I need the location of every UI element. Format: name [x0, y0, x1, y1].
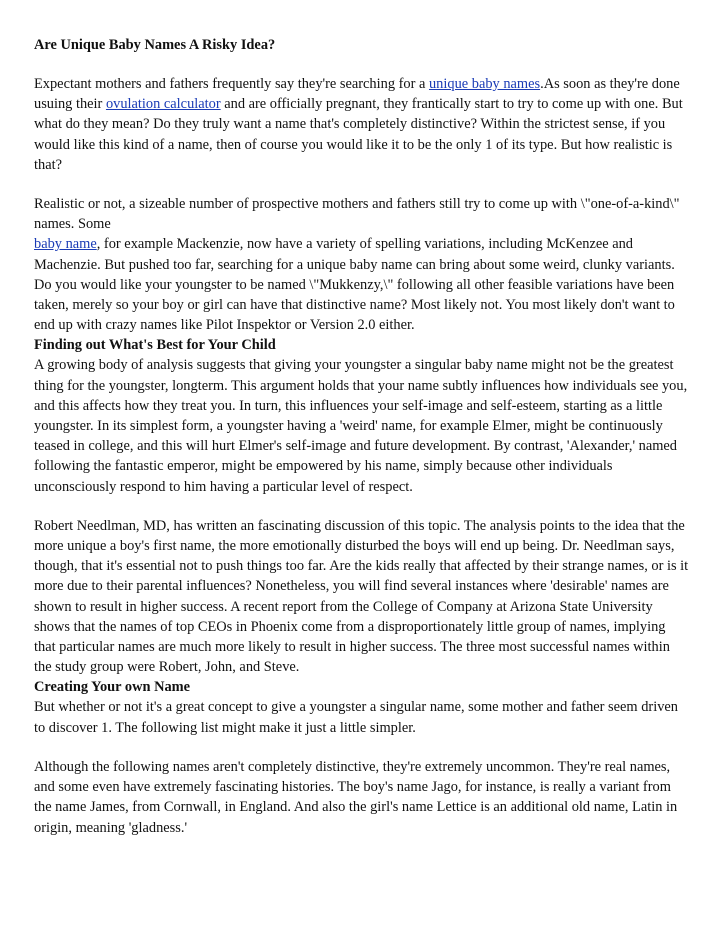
paragraph-needlman: Robert Needlman, MD, has written an fascinating discussion of this topic. The analysis points to the idea that the more unique a boy's first name, the more emotionally disturbed the boys will end up being. Dr. Needlman says, though, that it's essential not to push things too far. Are the kids really that affected by their strange names, or is it more due to their parental influences? Nonetheless, you will find several instances where 'desirable' names are shown to result in higher success. A recent report from the College of Company at Arizona State University shows that the names of top CEOs in Phoenix come from a disproportionately little group of names, implying that particular names are much more likely to result in higher success. The three most successful names within the study group were Robert, John, and Steve.: [34, 517, 689, 676]
paragraph-whether: But whether or not it's a great concept to give a youngster a singular name, some mother and father seem driven to discover 1. The following list might make it just a little simpler.: [34, 699, 678, 736]
heading-finding-best: Finding out What's Best for Your Child: [34, 337, 276, 354]
article-title: Are Unique Baby Names A Risky Idea?: [34, 37, 276, 53]
intro-text-c: and are officially pregnant, they frantically start to try to come up with one. But what do they mean? Do they truly want a name that's completely distinctive? Within the strictest sense, if you would like this kind of a name, then of course you would like it to be the only 1 of its type. But how realistic is that?: [34, 96, 683, 173]
paragraph-uncommon-names: Although the following names aren't completely distinctive, they're extremely uncommon. They're real names, and some even have extremely fascinating histories. The boy's name Jago, for instance, is really a variant from the name James, from Cornwall, in England. And also the girl's name Lettice is an additional old name, Latin in origin, meaning 'gladness.': [34, 758, 678, 836]
realistic-text-b: , for example Mackenzie, now have a variety of spelling variations, including McKenzee and Machenzie. But pushed too far, searching for a unique baby name can bring about some weird, clunky variants. Do you would like your youngster to be named \"Mukkenzy,\" following all other feasible variations have been taken, merely so your boy or girl can have that distinctive name? Most likely not. You most likely don't want to end up with crazy names like Pilot Inspektor or Version 2.0 either.: [34, 236, 675, 334]
ovulation-calculator-link[interactable]: ovulation calculator: [105, 96, 221, 113]
intro-text-b: .As soon as they're done usuing their: [34, 76, 680, 113]
baby-name-link[interactable]: baby name: [34, 236, 97, 253]
paragraph-intro: [34, 74, 690, 175]
paragraph-analysis: A growing body of analysis suggests that giving your youngster a singular baby name might not be the greatest thing for the youngster, longterm. This argument holds that your name subtly influences how individuals see you, and this affects how they treat you. In turn, this influences your self-image and self-esteem, starting as a little youngster. In its simplest form, a youngster having a 'weird' name, for example Elmer, might be continuously teased in college, and this will hurt Elmer's self-image and future development. By contrast, 'Alexander,' named following the fantastic emperor, might be empowered by his name, simply because other individuals unconsciously respond to him having a particular level of respect.: [34, 357, 688, 495]
paragraph-realistic: [34, 194, 690, 335]
realistic-text-a: Realistic or not, a sizeable number of prospective mothers and fathers still try to come up with \"one-of-a-kind\" names. Some: [34, 196, 680, 233]
unique-baby-names-link[interactable]: unique baby names: [428, 76, 541, 92]
intro-text-a: Expectant mothers and fathers frequently say they're searching for a: [34, 76, 429, 92]
heading-creating-name: Creating Your own Name: [34, 679, 191, 696]
